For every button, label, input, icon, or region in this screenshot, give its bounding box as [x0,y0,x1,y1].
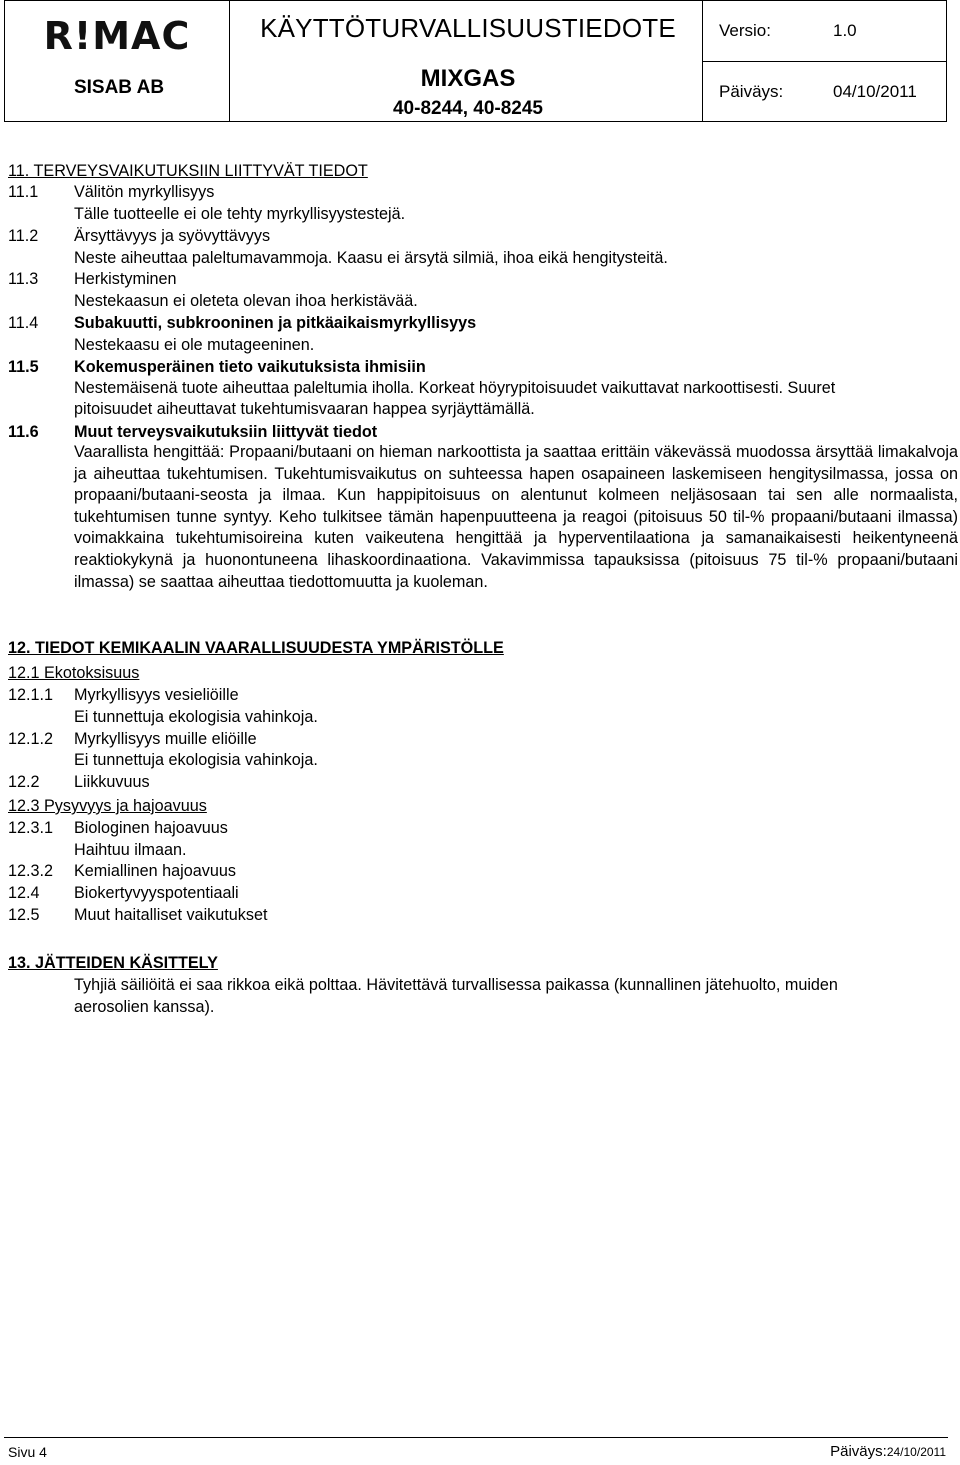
section-13-text: Tyhjiä säiliöitä ei saa rikkoa eikä polttaa. Hävitettävä turvallisessa paikassa (kunnallinen jätehuolto, muiden [74,976,838,994]
product-name: MIXGAS [420,65,516,92]
section-11-title: 11. TERVEYSVAIKUTUKSIIN LIITTYVÄT TIEDOT [8,162,368,180]
subsection-title: Kokemusperäinen tieto vaikutuksista ihmisiin [74,358,426,376]
version-label: Versio: [719,21,771,40]
footer-date-value: 24/10/2011 [886,1445,946,1459]
subsection-text: Nestekaasu ei ole mutageeninen. [74,336,315,354]
product-codes: 40-8244, 40-8245 [392,98,543,119]
subsection-title: Myrkyllisyys vesieliöille [74,686,239,704]
footer-date-label: Päiväys: [830,1443,887,1460]
subsection-number: 12.1.1 [8,686,54,704]
subsection-number: 12.2 [8,773,40,791]
subsection-title: Kemiallinen hajoavuus [74,862,236,880]
subsection-number: 11.4 [8,314,39,332]
section-13-text: aerosolien kanssa). [74,998,215,1016]
subsection-paragraph: Vaarallista hengittää: Propaani/butaani on hieman narkoottista ja saattaa erittäin väkevässä muodossa ärsyttää limakalvoja ja aiheuttaa tukehtumisen. Tukehtumisvaikutus on suhteessa hapen osapaineen laskemiseen hengitysilmassa, jossa on propaani/butaani-seosta ja ilmaa. Kun happipitoisuus on alentunut kolmeen neljäsosaan tai sen alle normaalista, tukehtumisen tunne syntyy. Keho tulkitsee tämän hapenpuutteena ja reagoi (pitoisuus 50 til-% propaani/butaani ilmassa) voimakkaina tukehtumisoireina kuten vaikeutena hengittää ja hyperventilaationa ja samanaikaisesti heikentyneenä reaktiokykynä ja huonontuneena lihaskoordinaationa. Vakavimmissa tapauksissa (pitoisuus 75 til-% propaani/butaani ilmassa) se saattaa aiheuttaa tiedottomuutta ja kuoleman. [74,443,958,591]
subsection-number: 11.5 [8,358,39,376]
subsection-number: 11.3 [8,270,39,288]
version-value: 1.0 [833,21,857,40]
subsection-title: Biokertyvyyspotentiaali [74,884,239,902]
subsection-title: Ärsyttävyys ja syövyttävyys [74,227,271,245]
subsection-text: Tälle tuotteelle ei ole tehty myrkyllisyystestejä. [74,205,406,223]
subsection-text: Ei tunnettuja ekologisia vahinkoja. [74,708,318,726]
document-title: KÄYTTÖTURVALLISUUSTIEDOTE [260,13,676,43]
subsection-heading: 12.3 Pysyvyys ja hajoavuus [8,797,207,815]
company-name: SISAB AB [73,77,165,98]
subsection-text: Nestekaasun ei oleteta olevan ihoa herkistävää. [74,292,418,310]
subsection-title: Myrkyllisyys muille eliöille [74,730,257,748]
subsection-heading: 12.1 Ekotoksisuus [8,664,140,682]
subsection-number: 12.5 [8,906,40,924]
subsection-number: 12.1.2 [8,730,54,748]
subsection-title: Välitön myrkyllisyys [74,183,215,201]
date-value: 04/10/2011 [833,82,917,101]
subsection-number: 12.3.2 [8,862,54,880]
subsection-title: Biologinen hajoavuus [74,819,228,837]
subsection-title: Liikkuvuus [74,773,150,791]
subsection-number: 12.4 [8,884,40,902]
subsection-text: Ei tunnettuja ekologisia vahinkoja. [74,751,318,769]
subsection-text: Neste aiheuttaa paleltumavammoja. Kaasu ei ärsytä silmiä, ihoa eikä hengitysteitä. [74,249,668,267]
subsection-text: Nestemäisenä tuote aiheuttaa paleltumia iholla. Korkeat höyrypitoisuudet vaikuttavat narkoottisesti. Suuret [74,379,836,397]
date-label: Päiväys: [719,82,784,101]
subsection-number: 12.3.1 [8,819,54,837]
page-number: Sivu 4 [8,1444,47,1460]
document-header [4,0,947,122]
svg-text:R!MAC: R!MAC [43,15,191,57]
rimac-logo [15,15,220,57]
footer-divider [4,1437,948,1438]
subsection-number: 11.6 [8,423,39,441]
subsection-text: pitoisuudet aiheuttavat tukehtumisvaaran happea syrjäyttämällä. [74,400,535,418]
footer-date [830,1443,946,1460]
section-13-title: 13. JÄTTEIDEN KÄSITTELY [8,954,218,972]
subsection-text: Haihtuu ilmaan. [74,841,187,859]
subsection-title: Subakuutti, subkrooninen ja pitkäaikaismyrkyllisyys [74,314,477,332]
subsection-title: Herkistyminen [74,270,177,288]
section-12-title: 12. TIEDOT KEMIKAALIN VAARALLISUUDESTA YMPÄRISTÖLLE [8,639,504,657]
subsection-number: 11.2 [8,227,39,245]
subsection-title: Muut haitalliset vaikutukset [74,906,268,924]
subsection-number: 11.1 [8,183,39,201]
subsection-title: Muut terveysvaikutuksiin liittyvät tiedot [74,423,378,441]
